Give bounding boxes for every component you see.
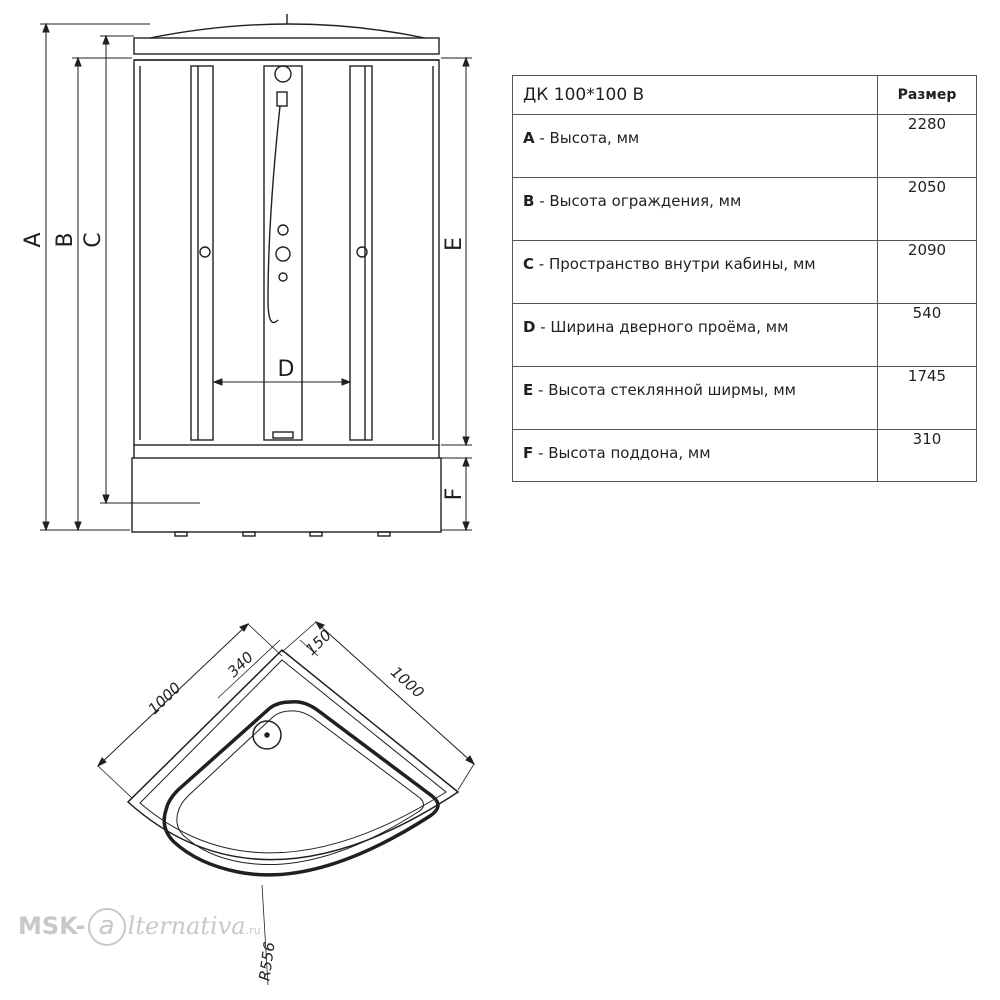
row-letter: D — [523, 318, 536, 336]
dim-radius: R556 — [255, 940, 279, 982]
row-label: - Пространство внутри кабины, мм — [534, 255, 816, 273]
dim-letter-a: A — [21, 232, 46, 248]
row-letter: C — [523, 255, 535, 273]
row-letter: F — [523, 444, 534, 462]
dim-width-left: 1000 — [144, 678, 185, 719]
dim-letter-c: C — [81, 232, 106, 248]
row-value: 2090 — [878, 241, 977, 304]
row-label: - Высота стеклянной ширмы, мм — [533, 381, 796, 399]
row-value: 1745 — [878, 367, 977, 430]
row-value: 2280 — [878, 115, 977, 178]
dim-letter-b: B — [53, 232, 78, 248]
row-letter: A — [523, 129, 535, 147]
dim-width-right: 1000 — [387, 662, 428, 702]
dim-letter-f: F — [442, 487, 467, 501]
row-value: 2050 — [878, 178, 977, 241]
site-watermark — [18, 908, 261, 946]
dim-drain-offset-small: 150 — [301, 625, 336, 659]
dim-drain-offset: 340 — [223, 647, 258, 681]
row-value: 310 — [878, 430, 977, 482]
watermark-suffix: .ru — [245, 924, 261, 937]
watermark-a: a — [88, 908, 126, 946]
row-label: - Ширина дверного проёма, мм — [535, 318, 789, 336]
watermark-prefix: MSK- — [18, 912, 86, 940]
row-letter: E — [523, 381, 534, 399]
row-label: - Высота ограждения, мм — [534, 192, 742, 210]
row-letter: B — [523, 192, 535, 210]
row-label: - Высота, мм — [534, 129, 640, 147]
dim-letter-d: D — [277, 357, 295, 382]
model-name: ДК 100*100 B — [513, 76, 878, 115]
row-label: - Высота поддона, мм — [533, 444, 711, 462]
size-header: Размер — [878, 76, 977, 115]
row-value: 540 — [878, 304, 977, 367]
watermark-rest: lternativa — [127, 912, 246, 940]
dim-letter-e: E — [442, 237, 467, 251]
